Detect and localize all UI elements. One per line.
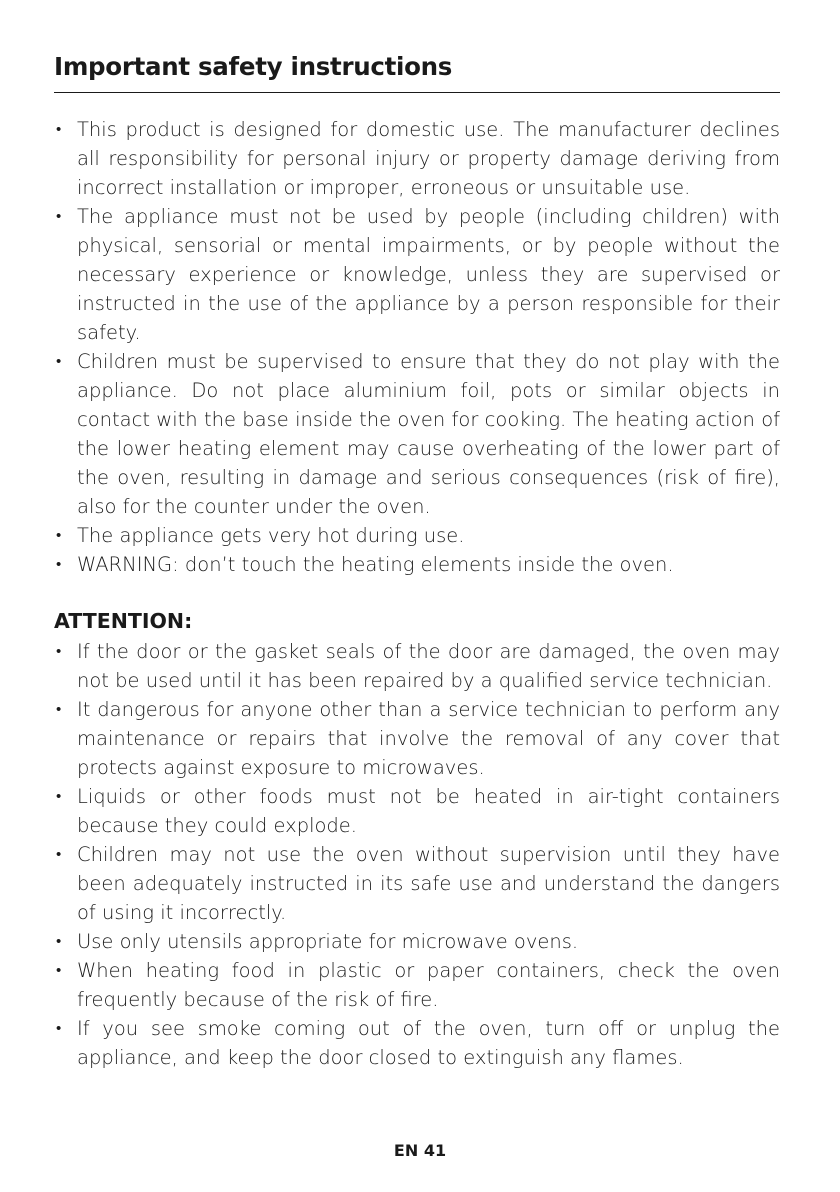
list-item-text: Children may not use the oven without supervision until they have been adequately instructed in its safe use and understand the dangers of using it incorrectly.	[77, 843, 780, 924]
bullet-icon: •	[56, 961, 62, 979]
attention-list	[54, 637, 780, 1072]
list-item-text: The appliance must not be used by people (including children) with physical, sensorial or mental impairments, or by people without the necessary experience or knowledge, unless they are supervised or instructed in the use of the appliance by a person responsible for their safety.	[77, 205, 780, 344]
list-item	[54, 927, 780, 956]
list-item	[54, 202, 780, 347]
list-item	[54, 115, 780, 202]
bullet-icon: •	[56, 1019, 62, 1037]
list-item-text: It dangerous for anyone other than a service technician to perform any maintenance or repairs that involve the removal of any cover that protects against exposure to microwaves.	[77, 698, 780, 779]
bullet-icon: •	[56, 700, 62, 718]
bullet-icon: •	[56, 526, 62, 544]
list-item-text: This product is designed for domestic use. The manufacturer declines all responsibility for personal injury or property damage deriving from incorrect installation or improper, erroneous or unsuitable use.	[77, 118, 780, 199]
list-item	[54, 840, 780, 927]
list-item	[54, 550, 780, 579]
bullet-icon: •	[56, 932, 62, 950]
page-number: EN 41	[393, 1141, 447, 1160]
list-item-text: If the door or the gasket seals of the door are damaged, the oven may not be used until it has been repaired by a qualified service technician.	[77, 640, 780, 692]
list-item-text: When heating food in plastic or paper containers, check the oven frequently because of the risk of fire.	[77, 959, 780, 1011]
list-item	[54, 1014, 780, 1072]
list-item	[54, 637, 780, 695]
bullet-icon: •	[56, 352, 62, 370]
attention-heading: ATTENTION:	[54, 609, 193, 633]
bullet-icon: •	[56, 555, 62, 573]
list-item	[54, 521, 780, 550]
page-title: Important safety instructions	[54, 50, 780, 93]
list-item	[54, 347, 780, 521]
list-item-text: If you see smoke coming out of the oven, turn off or unplug the appliance, and keep the door closed to extinguish any flames.	[77, 1017, 780, 1069]
list-item	[54, 956, 780, 1014]
bullet-icon: •	[56, 207, 62, 225]
list-item	[54, 695, 780, 782]
list-item-text: WARNING: don’t touch the heating elements inside the oven.	[77, 553, 674, 576]
list-item-text: Children must be supervised to ensure that they do not play with the appliance. Do not place aluminium foil, pots or similar objects in contact with the base inside the oven for cooking. The heating action of the lower heating element may cause overheating of the lower part of the oven, resulting in damage and serious consequences (risk of fire), also for the counter under the oven.	[77, 350, 780, 518]
bullet-icon: •	[56, 787, 62, 805]
bullet-icon: •	[56, 845, 62, 863]
list-item-text: Use only utensils appropriate for microwave ovens.	[77, 930, 579, 953]
list-item-text: The appliance gets very hot during use.	[77, 524, 465, 547]
document-page	[54, 50, 780, 1072]
safety-list	[54, 115, 780, 579]
list-item	[54, 782, 780, 840]
bullet-icon: •	[56, 120, 62, 138]
list-item-text: Liquids or other foods must not be heated in air-tight containers because they could explode.	[77, 785, 780, 837]
bullet-icon: •	[56, 642, 62, 660]
